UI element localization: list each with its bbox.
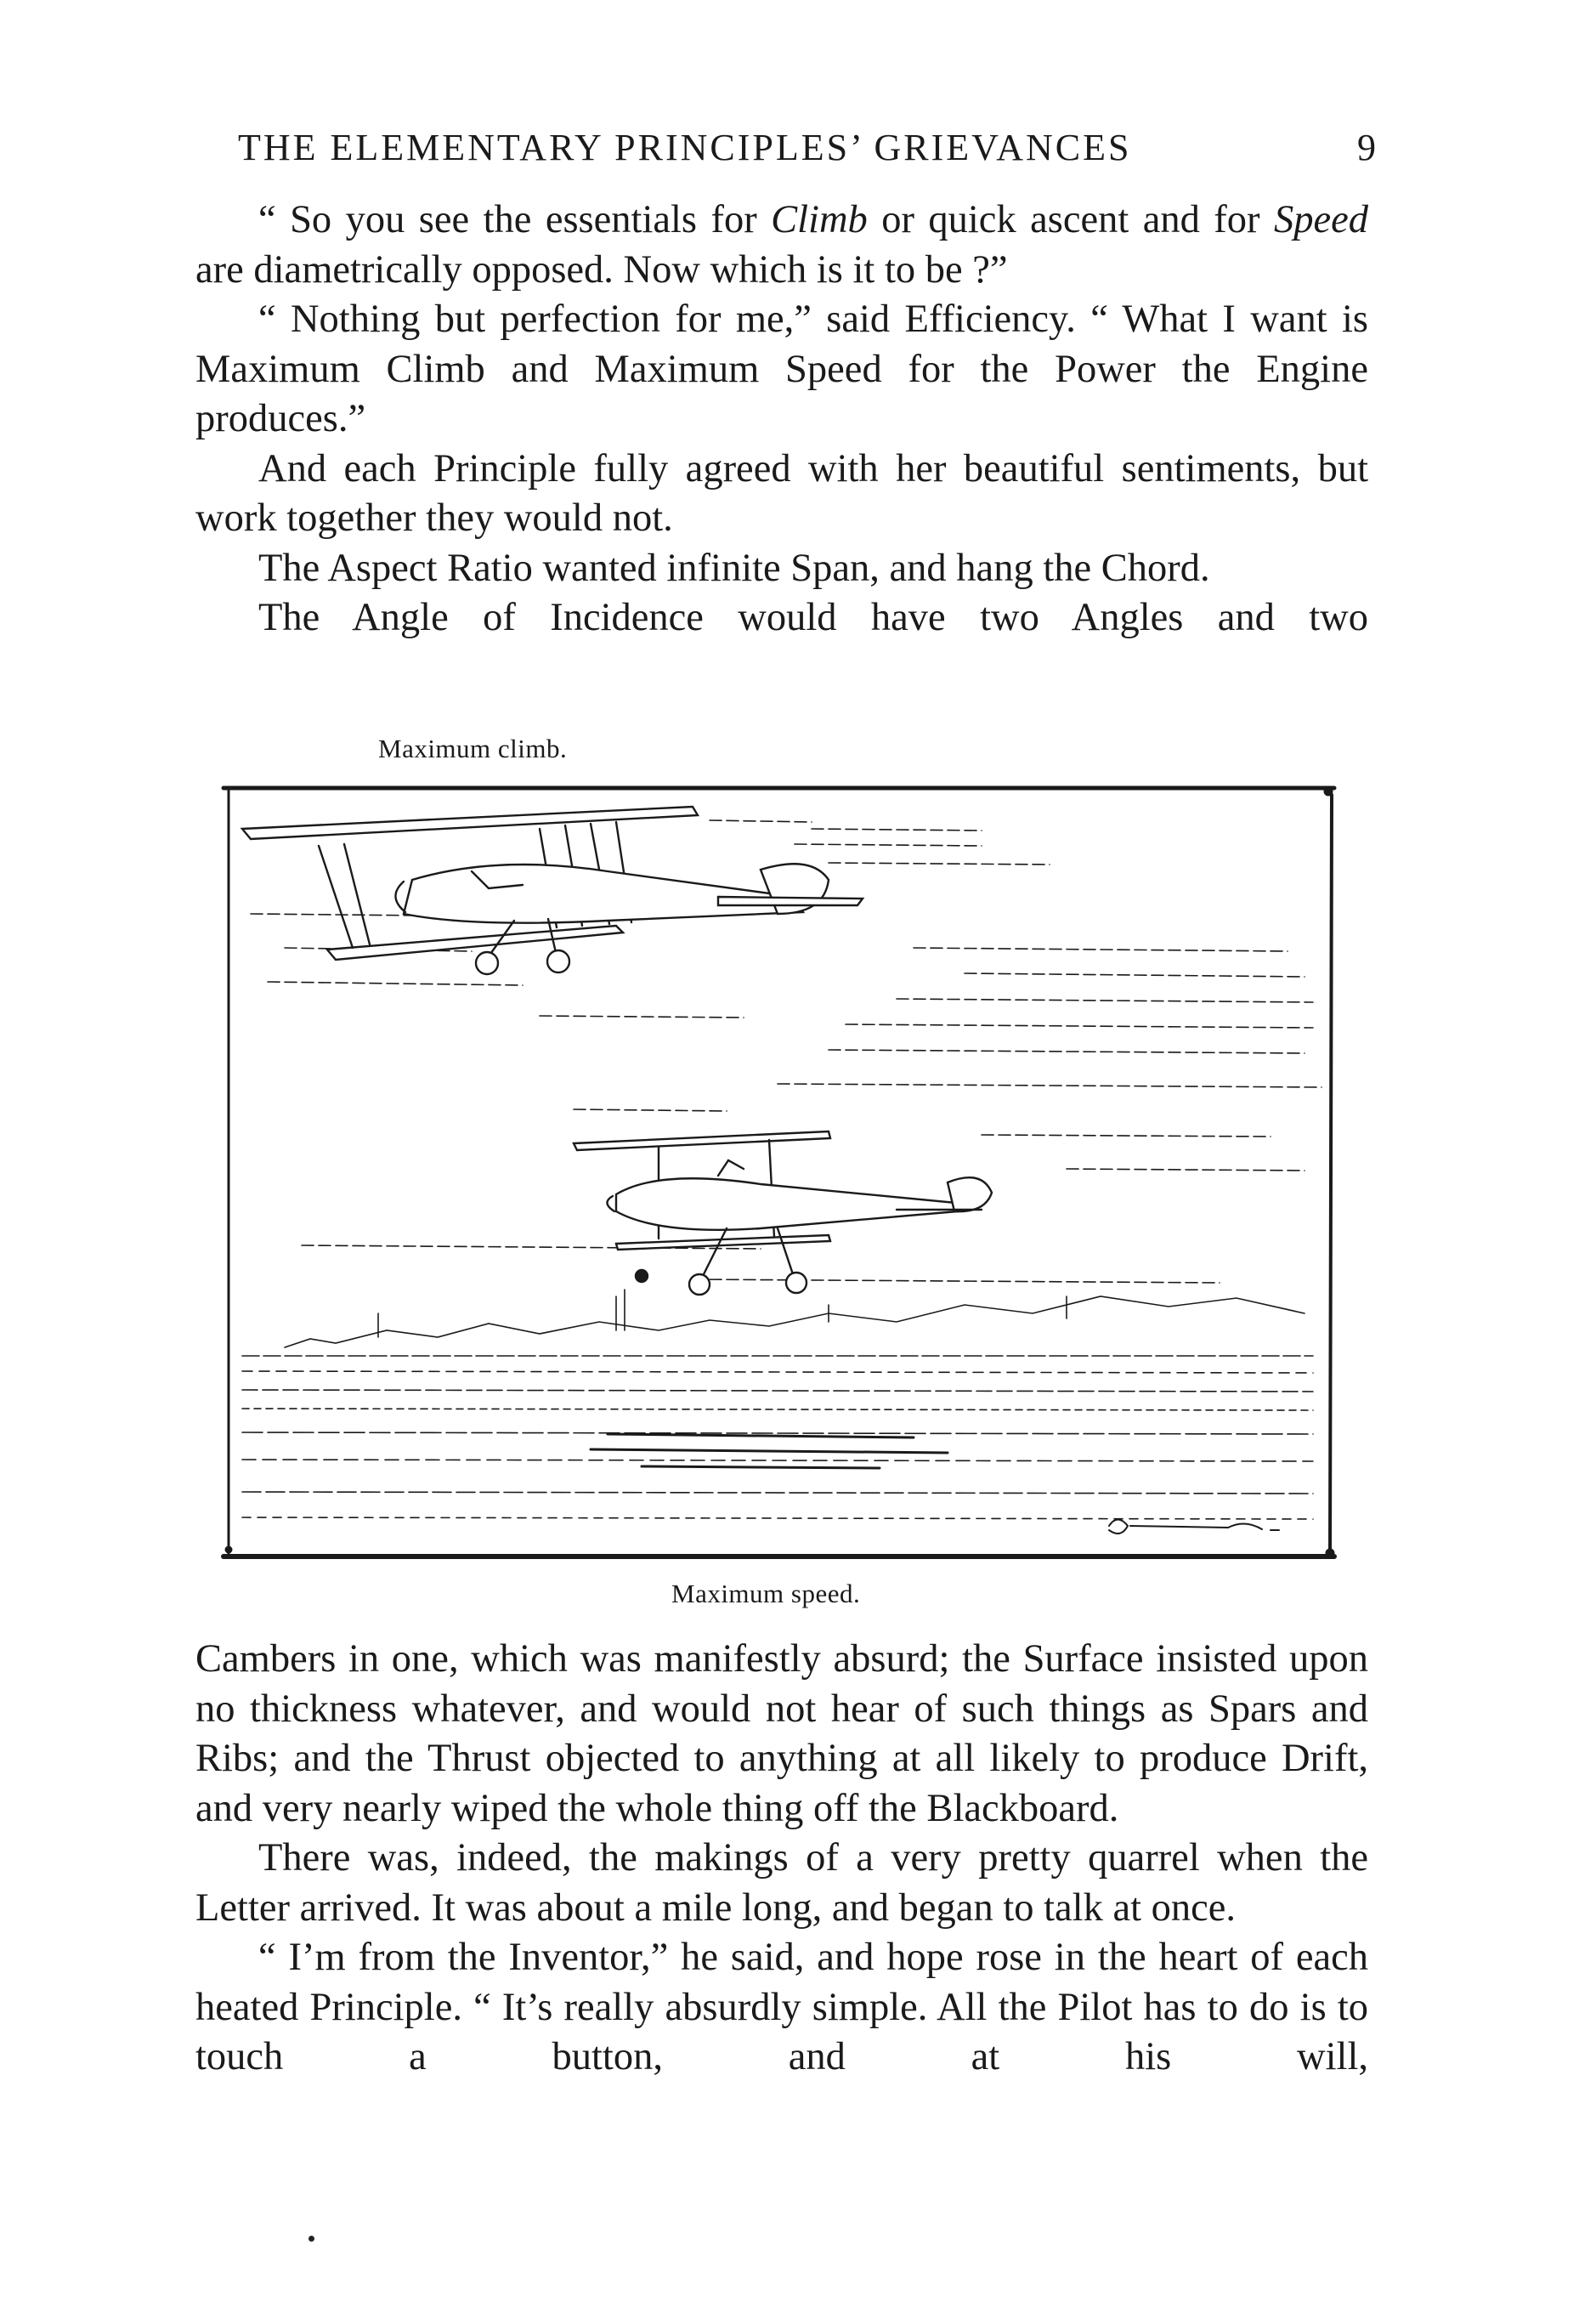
paragraph-efficiency: “ Nothing but perfection for me,” said Efficiency. “ What I want is Maximum Climb and Maximum Speed for the Power the Engine produces.”	[195, 298, 1368, 440]
paragraph-cambers: Cambers in one, which was manifestly absurd; the Surface insisted upon no thickness whatever, and would not hear of such things as Spars and Ribs; and the Thrust objected to anything at all likely to produce Drift, and very nearly wiped the whole thing off the Blackboard.	[195, 1637, 1368, 1830]
running-head	[223, 126, 1378, 177]
italic-climb: Climb	[771, 198, 868, 241]
biplane-illustration	[217, 769, 1343, 1566]
body-text-bottom	[195, 1635, 1368, 2083]
paragraph-essentials	[195, 196, 1368, 295]
paragraph-inventor: “ I’m from the Inventor,” he said, and hope rose in the heart of each heated Principle. “ It’s really absurdly simple. All the Pilot has to do is to touch a button, and at his will,	[195, 1936, 1368, 2078]
text-run: “ So you see the essentials for	[258, 198, 772, 241]
running-title: THE ELEMENTARY PRINCIPLES’ GRIEVANCES	[238, 127, 1132, 168]
paragraph-angle-incidence: The Angle of Incidence would have two Angles and two	[258, 596, 1368, 639]
page-number: 9	[1357, 127, 1378, 168]
figure-caption-bottom: Maximum speed.	[671, 1579, 861, 1608]
paragraph-aspect-ratio: The Aspect Ratio wanted infinite Span, and hang the Chord.	[258, 546, 1210, 590]
text-run: are diametrically opposed. Now which is it to be ?”	[195, 247, 1008, 292]
paragraph-quarrel: There was, indeed, the makings of a very pretty quarrel when the Letter arrived. It was about a mile long, and began to talk at once.	[195, 1836, 1368, 1930]
body-text-top	[195, 196, 1368, 644]
paragraph-principles: And each Principle fully agreed with her beautiful sentiments, but work together they would not.	[195, 446, 1368, 540]
figure-caption-top: Maximum climb.	[378, 734, 568, 763]
italic-speed: Speed	[1273, 198, 1368, 241]
page-speck	[308, 2236, 314, 2242]
text-run: or quick ascent and for	[867, 198, 1274, 241]
